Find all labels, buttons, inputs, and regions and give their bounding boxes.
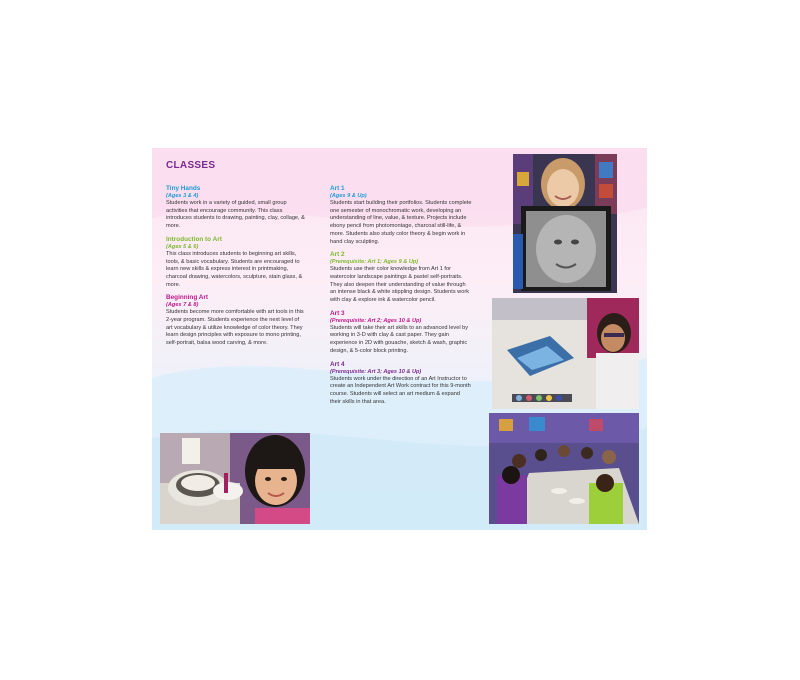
class-entry bbox=[330, 185, 472, 246]
photo-girl-portrait-drawing bbox=[513, 154, 617, 293]
class-description: Students will take their art skills to an advanced level by working in 3-D with clay & cast paper. They gain experience in 2D with gouache, sketch & wash, graphic design, & 5-color block printing. bbox=[330, 324, 469, 354]
classes-column-right bbox=[330, 185, 472, 411]
class-description: Students become more comfortable with art tools in this 2-year program. Students experience the next level of art vocabulary & utilize knowledge of color theory. They learn design principles with exposure to mono printing, self-portrait, balsa wood carving, & more. bbox=[166, 309, 304, 347]
class-age-range: (Prerequisite: Art 3; Ages 10 & Up) bbox=[330, 368, 422, 375]
class-age-range: (Ages 3 & 4) bbox=[166, 193, 199, 199]
class-description: Students work under the direction of an Art Instructor to create an Independent Art Work contract for this 9-month course. Students will select an art medium & expand their skills in that area. bbox=[330, 375, 471, 405]
class-title: Beginning Art bbox=[166, 294, 209, 302]
classes-column-left bbox=[166, 185, 306, 353]
class-description: Students start building their portfolios. Students complete one semester of monochromatic work, developing an understanding of line, value, & texture. Projects include ebony pencil from photomontage, charcoal still-life, & more. Students also study color theory & begin work in hand clay sculpting. bbox=[330, 200, 472, 245]
class-title: Art 3 bbox=[330, 309, 345, 317]
brochure-page bbox=[152, 148, 647, 530]
photo-girl-clay-bowl bbox=[160, 433, 310, 524]
page-title: CLASSES bbox=[166, 160, 216, 171]
class-age-range: (Ages 5 & 6) bbox=[166, 243, 199, 250]
class-title: Art 4 bbox=[330, 360, 345, 368]
class-entry bbox=[330, 310, 472, 356]
class-title: Art 2 bbox=[330, 251, 345, 259]
class-entry bbox=[166, 185, 306, 231]
class-age-range: (Prerequisite: Art 1; Ages 9 & Up) bbox=[330, 259, 419, 266]
class-description: This class introduces students to beginning art skills, tools, & basic vocabulary. Students are encouraged to learn new skills & express interest in printmaking, charcoal drawing, watercolors, sculpture, stain glass, & more. bbox=[166, 250, 303, 288]
class-age-range: (Ages 9 & Up) bbox=[330, 193, 367, 199]
class-description: Students use their color knowledge from Art 1 for watercolor landscape paintings & pastel self-portraits. They also deepen their understanding of value through an intense black & white stippling design. Students work with clay & explore ink & watercolor pencil. bbox=[330, 266, 469, 304]
class-age-range: (Ages 7 & 8) bbox=[166, 302, 199, 309]
class-entry bbox=[330, 361, 472, 407]
class-entry bbox=[166, 294, 306, 348]
class-title: Tiny Hands bbox=[166, 185, 201, 192]
photo-girl-watercolor bbox=[492, 298, 639, 409]
class-title: Introduction to Art bbox=[166, 235, 222, 243]
photo-class-group bbox=[489, 413, 639, 524]
class-entry bbox=[166, 236, 306, 290]
class-description: Students work in a variety of guided, small group activities that encourage community. This class introduces students to drawing, painting, clay, collage, & more. bbox=[166, 200, 305, 230]
class-title: Art 1 bbox=[330, 185, 345, 192]
class-entry bbox=[330, 251, 472, 305]
class-age-range: (Prerequisite: Art 2; Ages 10 & Up) bbox=[330, 317, 422, 324]
